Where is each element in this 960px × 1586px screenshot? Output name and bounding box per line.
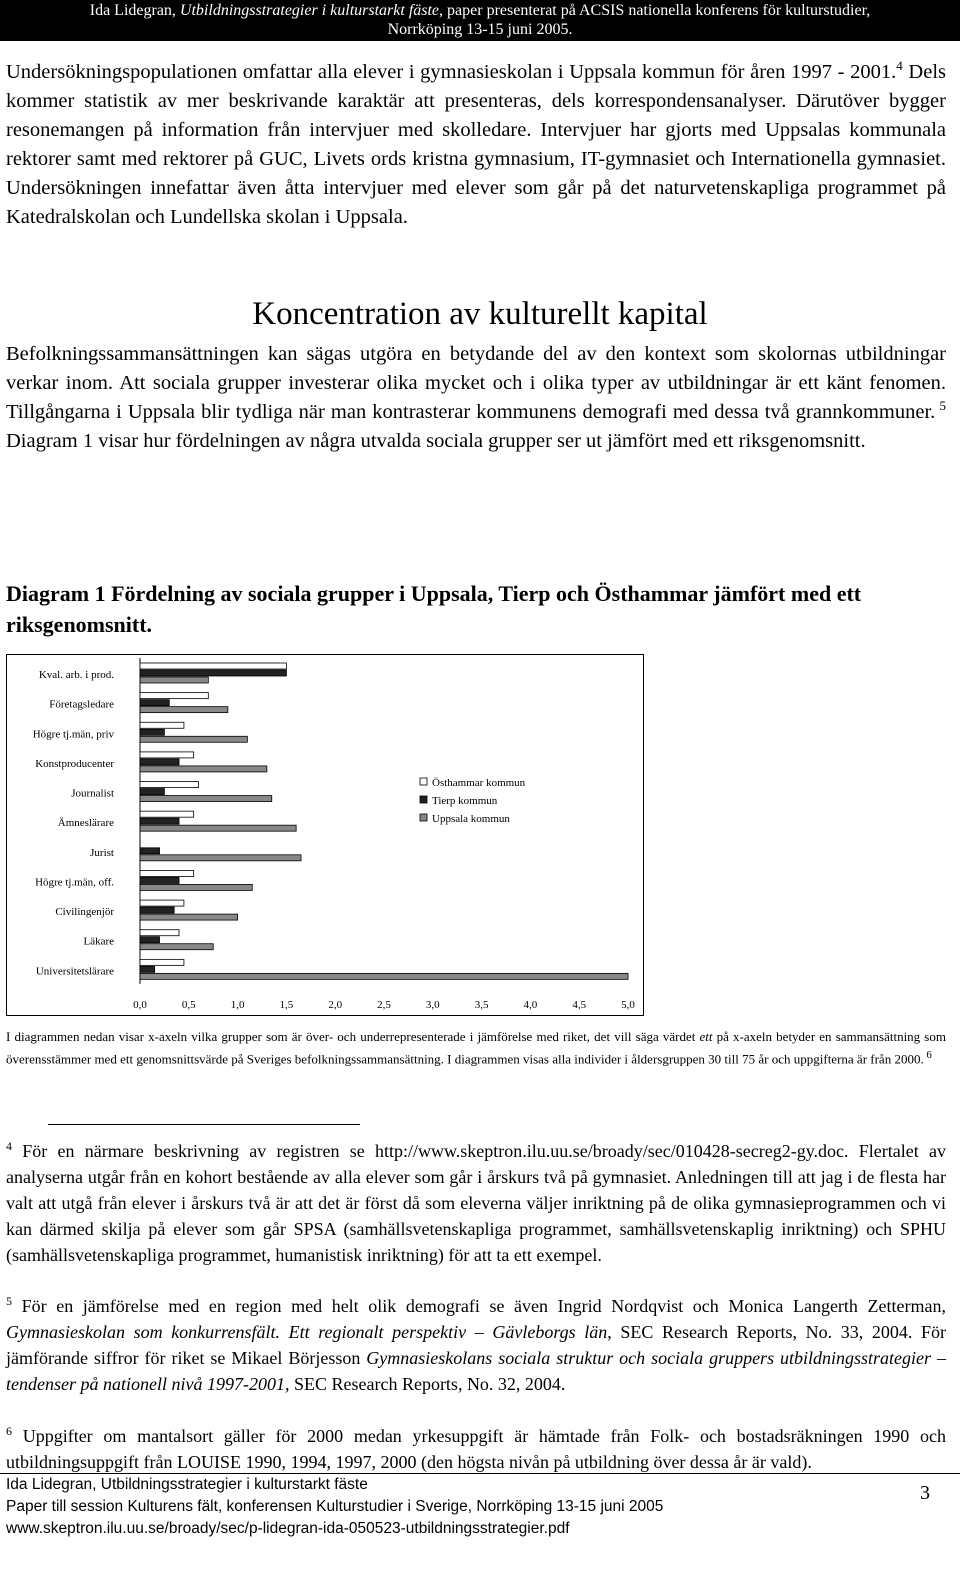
footnote-6: $^6$ Uppgifter om mantalsort gäller för 2000 medan yrkesuppgift är hämtade från Folk- och bostadsräkningen 1990 och utbildningsuppgift från LOUISE 1990, 1994, 1997, 2000 (den högsta nivån på utbildning över dessa år är vald). — [6, 1424, 946, 1472]
bar — [140, 700, 169, 706]
footnote-ref-4[interactable]: 4 — [896, 58, 903, 74]
y-tick-label: Civilingenjör — [55, 906, 114, 919]
bar — [140, 782, 199, 788]
bar — [140, 693, 208, 699]
legend-swatch — [420, 796, 427, 803]
footnote-ref-6[interactable]: 6 — [923, 1049, 932, 1061]
bar — [140, 855, 301, 861]
header-line-1: Ida Lidegran, Utbildningsstrategier i kulturstarkt fäste, paper presenterat på ACSIS nationella konferens för kulturstudier, — [89, 2, 871, 19]
bar — [140, 848, 160, 854]
paragraph-intro: Undersökningspopulationen omfattar alla elever i gymnasieskolan i Uppsala kommun för åren 1997 - 2001.$^4$ Dels kommer statistik av mer beskrivande karaktär att presenteras, dels korrespondensanalyser. Därutöver bygger resonemangen på information från intervjuer med skolledare. Intervjuer har gjorts med Uppsalas kommunala rektorer samt med rektorer på GUC, Livets ords kristna gymnasium, IT-gymnasiet och Internationella gymnasiet. Undersökningen innefattar även åtta intervjuer med elever som går på det naturvetenskapliga programmet på Katedralskolan och Lundellska skolan i Uppsala. — [6, 58, 946, 228]
bar — [140, 796, 272, 802]
y-tick-label: Jurist — [90, 846, 114, 859]
chart-caption: I diagrammen nedan visar x-axeln vilka grupper som är över- och underrepresenterade i jämförelse med riket, det vill säga värdet ett på x-axeln betyder en sammansättning som överensstämmer med ett genomsnittsvärde på Sveriges befolkningssammansättning. I diagrammen visas alla individer i åldersgruppen 30 till 75 år och uppgifterna är från 2000. $^6$ — [6, 1029, 946, 1067]
bar — [140, 789, 164, 795]
x-tick-label: 3,0 — [425, 999, 440, 1011]
x-tick-label: 3,5 — [474, 999, 489, 1011]
footer-author-line: Ida Lidegran, Utbildningsstrategier i kulturstarkt fäste — [6, 1476, 368, 1493]
bar-chart — [6, 654, 644, 1016]
bar — [140, 663, 286, 669]
bar — [140, 966, 155, 972]
footer-url-link[interactable]: www.skeptron.ilu.uu.se/broady/sec/p-lidegran-ida-050523-utbildningsstrategier.pdf — [6, 1520, 570, 1537]
bar — [140, 930, 179, 936]
bar — [140, 677, 208, 683]
section-heading: Koncentration av kulturellt kapital — [252, 296, 708, 332]
header-line-2: Norrköping 13-15 juni 2005. — [387, 21, 573, 38]
bar — [140, 937, 160, 943]
paragraph-concentration: Befolkningssammansättningen kan sägas utgöra en betydande del av den kontext som skolornas utbildningar verkar inom. Att sociala grupper investerar olika mycket och i olika typer av utbildningar är ett känt fenomen. Tillgångarna i Uppsala blir tydliga när man kontrasterar kommunens demografi med dessa två grannkommuner. $^5$ Diagram 1 visar hur fördelningen av några utvalda sociala grupper ser ut jämfört med ett riksgenomsnitt. — [6, 343, 947, 452]
y-tick-label: Kval. arb. i prod. — [38, 669, 114, 681]
bar — [140, 752, 194, 758]
bar — [140, 900, 184, 906]
footer-session-line: Paper till session Kulturens fält, konferensen Kulturstudier i Sverige, Norrköping 13-15 juni 2005 — [6, 1498, 664, 1515]
bar — [140, 959, 184, 965]
legend-swatch — [420, 778, 427, 785]
y-tick-label: Högre tj.män, off. — [35, 876, 114, 889]
bar — [140, 722, 184, 728]
x-tick-label: 4,0 — [523, 999, 538, 1011]
bar — [140, 877, 179, 883]
x-tick-label: 0,5 — [181, 999, 196, 1011]
y-tick-label: Universitetslärare — [35, 965, 114, 978]
legend-label: Uppsala kommun — [432, 813, 510, 825]
page-number: 3 — [920, 1482, 930, 1504]
bar — [140, 825, 296, 831]
bar — [140, 914, 238, 920]
bar — [140, 759, 179, 765]
x-tick-label: 0,0 — [133, 999, 147, 1011]
y-tick-label: Företagsledare — [49, 698, 114, 711]
y-tick-label: Högre tj.män, priv — [32, 728, 114, 741]
y-tick-label: Läkare — [83, 935, 114, 948]
bar — [140, 736, 247, 742]
bar — [140, 973, 628, 979]
x-tick-label: 2,0 — [328, 999, 343, 1011]
footnote-ref-5[interactable]: 5 — [935, 398, 947, 414]
legend-label: Tierp kommun — [432, 795, 498, 807]
diagram-title: Diagram 1 Fördelning av sociala grupper i Uppsala, Tierp och Östhammar jämfört med ett riksgenomsnitt. — [6, 581, 862, 637]
x-tick-label: 1,0 — [230, 999, 245, 1011]
bar — [140, 811, 194, 817]
legend-label: Östhammar kommun — [432, 777, 526, 789]
x-tick-label: 5,0 — [621, 999, 635, 1011]
bar — [140, 884, 252, 890]
legend-swatch — [420, 814, 427, 821]
bar — [140, 907, 174, 913]
y-tick-label: Ämneslärare — [57, 817, 114, 830]
y-tick-label: Journalist — [71, 787, 114, 800]
bar — [140, 944, 213, 950]
y-tick-label: Konstproducenter — [35, 757, 114, 770]
x-tick-label: 1,5 — [279, 999, 294, 1011]
bar — [140, 818, 179, 824]
footnote-separator — [48, 1124, 360, 1125]
x-tick-label: 4,5 — [572, 999, 587, 1011]
bar — [140, 870, 194, 876]
x-tick-label: 2,5 — [377, 999, 391, 1011]
page-header — [0, 0, 960, 41]
footnote-4: $^4$ För en närmare beskrivning av registren se http://www.skeptron.ilu.uu.se/broady/sec/010428-secreg2-gy.doc. Flertalet av analyserna utgår från en kohort bestående av alla elever som går i årskurs två på gymnasiet. Anledningen till att jag i de flesta har valt att utgå från elever i årskurs två är att det är först då som eleverna väljer inriktning på de olika gymnasieprogrammen och vi kan därmed skilja på elever som går SPSA (samhällsvetenskapliga programmet, samhällsvetenskaplig inriktning) och SPHU (samhällsvetenskapliga programmet, humanistisk inriktning) för att ta ett exempel. — [6, 1139, 946, 1265]
footnote-5: $^5$ För en jämförelse med en region med helt olik demografi se även Ingrid Nordqvist och Monica Langerth Zetterman, Gymnasieskolan som konkurrensfält. Ett regionalt perspektiv – Gävleborgs län, SEC Research Reports, No. 33, 2004. För jämförande siffror för riket se Mikael Börjesson Gymnasieskolans sociala struktur och sociala gruppers utbildningsstrategier – tendenser på nationell nivå 1997-2001, SEC Research Reports, No. 32, 2004. — [6, 1294, 946, 1394]
bar — [140, 766, 267, 772]
bar — [140, 707, 228, 713]
bar — [140, 729, 164, 735]
footer-rule — [0, 1473, 960, 1474]
bar — [140, 670, 286, 676]
